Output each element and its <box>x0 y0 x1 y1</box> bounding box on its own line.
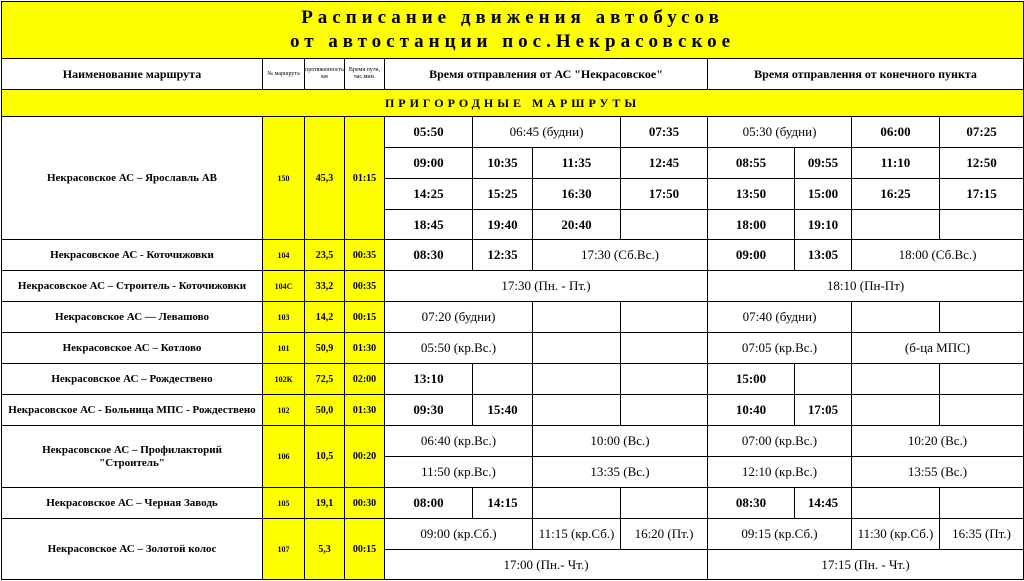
section-title: ПРИГОРОДНЫЕ МАРШРУТЫ <box>2 90 1024 117</box>
return-time: 07:40 (будни) <box>708 302 852 333</box>
route-name: Некрасовское АС – Золотой колос <box>2 519 263 580</box>
table-row <box>2 395 1024 426</box>
route-distance: 10,5 <box>305 426 345 488</box>
departure-time: 14:15 <box>473 488 533 519</box>
route-travel-time: 00:15 <box>345 302 385 333</box>
header-distance: протяженность км <box>305 59 345 90</box>
route-travel-time: 00:20 <box>345 426 385 488</box>
route-travel-time: 00:35 <box>345 240 385 271</box>
return-time: 15:00 <box>795 179 852 210</box>
table-row <box>2 302 1024 333</box>
departure-time: 17:00 (Пн.- Чт.) <box>385 550 708 580</box>
empty-cell <box>940 302 1024 333</box>
empty-cell <box>795 364 852 395</box>
departure-time: 09:00 <box>385 148 473 179</box>
table-row <box>2 426 1024 457</box>
route-travel-time: 01:30 <box>345 395 385 426</box>
departure-time: 12:45 <box>621 148 708 179</box>
route-travel-time: 01:15 <box>345 117 385 240</box>
empty-cell <box>852 364 940 395</box>
empty-cell <box>533 302 621 333</box>
route-number: 107 <box>263 519 305 580</box>
table-row <box>2 519 1024 550</box>
route-number: 103 <box>263 302 305 333</box>
route-name: Некрасовское АС – Черная Заводь <box>2 488 263 519</box>
return-time: 12:50 <box>940 148 1024 179</box>
departure-time: 16:20 (Пт.) <box>621 519 708 550</box>
empty-cell <box>940 364 1024 395</box>
return-time: 18:00 <box>708 210 795 240</box>
return-time: 18:10 (Пн-Пт) <box>708 271 1024 302</box>
header-departure-terminal: Время отправления от конечного пункта <box>708 59 1024 90</box>
return-time: (б-ца МПС) <box>852 333 1024 364</box>
route-name: Некрасовское АС — Левашово <box>2 302 263 333</box>
return-time: 11:30 (кр.Сб.) <box>852 519 940 550</box>
departure-time: 19:40 <box>473 210 533 240</box>
departure-time: 20:40 <box>533 210 621 240</box>
route-travel-time: 01:30 <box>345 333 385 364</box>
departure-time: 11:15 (кр.Сб.) <box>533 519 621 550</box>
header-route-name: Наименование маршрута <box>2 59 263 90</box>
header-departure-station: Время отправления от АС "Некрасовское" <box>385 59 708 90</box>
departure-time: 12:35 <box>473 240 533 271</box>
departure-time: 17:30 (Сб.Вс.) <box>533 240 708 271</box>
departure-time: 06:40 (кр.Вс.) <box>385 426 533 457</box>
return-time: 17:15 (Пн. - Чт.) <box>708 550 1024 580</box>
route-travel-time: 00:30 <box>345 488 385 519</box>
return-time: 09:55 <box>795 148 852 179</box>
return-time: 10:40 <box>708 395 795 426</box>
route-distance: 45,3 <box>305 117 345 240</box>
table-row <box>2 240 1024 271</box>
departure-time: 09:30 <box>385 395 473 426</box>
table-row <box>2 364 1024 395</box>
departure-time: 15:40 <box>473 395 533 426</box>
return-time: 09:00 <box>708 240 795 271</box>
route-name: Некрасовское АС – Ярославль АВ <box>2 117 263 240</box>
empty-cell <box>621 395 708 426</box>
return-time: 16:35 (Пт.) <box>940 519 1024 550</box>
route-name: Некрасовское АС - Больница МПС - Рождествено <box>2 395 263 426</box>
return-time: 19:10 <box>795 210 852 240</box>
empty-cell <box>533 488 621 519</box>
empty-cell <box>621 210 708 240</box>
empty-cell <box>852 210 940 240</box>
departure-time: 16:30 <box>533 179 621 210</box>
route-travel-time: 00:35 <box>345 271 385 302</box>
route-name: Некрасовское АС – Строитель - Коточижовки <box>2 271 263 302</box>
table-row <box>2 117 1024 148</box>
departure-time: 05:50 (кр.Вс.) <box>385 333 533 364</box>
departure-time: 08:00 <box>385 488 473 519</box>
departure-time: 17:50 <box>621 179 708 210</box>
return-time: 11:10 <box>852 148 940 179</box>
departure-time: 13:10 <box>385 364 473 395</box>
route-distance: 19,1 <box>305 488 345 519</box>
empty-cell <box>533 364 621 395</box>
route-number: 102 <box>263 395 305 426</box>
empty-cell <box>621 488 708 519</box>
empty-cell <box>852 302 940 333</box>
route-travel-time: 00:15 <box>345 519 385 580</box>
return-time: 06:00 <box>852 117 940 148</box>
departure-time: 18:45 <box>385 210 473 240</box>
header-row <box>2 59 1024 90</box>
header-travel-time: Время пути, час.мин. <box>345 59 385 90</box>
empty-cell <box>621 364 708 395</box>
empty-cell <box>940 488 1024 519</box>
schedule-table <box>1 1 1024 580</box>
route-name: Некрасовское АС – Профилакторий "Строитель" <box>2 426 263 488</box>
route-number: 104С <box>263 271 305 302</box>
empty-cell <box>852 488 940 519</box>
empty-cell <box>852 395 940 426</box>
return-time: 07:05 (кр.Вс.) <box>708 333 852 364</box>
route-name: Некрасовское АС - Коточижовки <box>2 240 263 271</box>
return-time: 17:15 <box>940 179 1024 210</box>
title-line-1: Расписание движения автобусов <box>301 7 724 28</box>
return-time: 13:50 <box>708 179 795 210</box>
departure-time: 11:50 (кр.Вс.) <box>385 457 533 488</box>
return-time: 08:30 <box>708 488 795 519</box>
departure-time: 13:35 (Вс.) <box>533 457 708 488</box>
return-time: 09:15 (кр.Сб.) <box>708 519 852 550</box>
departure-time: 06:45 (будни) <box>473 117 621 148</box>
route-number: 105 <box>263 488 305 519</box>
route-number: 101 <box>263 333 305 364</box>
departure-time: 09:00 (кр.Сб.) <box>385 519 533 550</box>
return-time: 12:10 (кр.Вс.) <box>708 457 852 488</box>
route-name: Некрасовское АС – Котлово <box>2 333 263 364</box>
empty-cell <box>621 333 708 364</box>
return-time: 13:55 (Вс.) <box>852 457 1024 488</box>
departure-time: 07:20 (будни) <box>385 302 533 333</box>
return-time: 18:00 (Сб.Вс.) <box>852 240 1024 271</box>
empty-cell <box>533 395 621 426</box>
return-time: 15:00 <box>708 364 795 395</box>
return-time: 07:25 <box>940 117 1024 148</box>
return-time: 05:30 (будни) <box>708 117 852 148</box>
return-time: 10:20 (Вс.) <box>852 426 1024 457</box>
table-row <box>2 488 1024 519</box>
route-travel-time: 02:00 <box>345 364 385 395</box>
return-time: 14:45 <box>795 488 852 519</box>
title-line-2: от автостанции пос.Некрасовское <box>289 31 736 52</box>
return-time: 13:05 <box>795 240 852 271</box>
route-number: 106 <box>263 426 305 488</box>
departure-time: 10:00 (Вс.) <box>533 426 708 457</box>
route-distance: 72,5 <box>305 364 345 395</box>
return-time: 16:25 <box>852 179 940 210</box>
route-name: Некрасовское АС – Рождествено <box>2 364 263 395</box>
departure-time: 14:25 <box>385 179 473 210</box>
route-distance: 14,2 <box>305 302 345 333</box>
empty-cell <box>621 302 708 333</box>
page-title <box>2 2 1024 59</box>
route-distance: 33,2 <box>305 271 345 302</box>
empty-cell <box>473 364 533 395</box>
departure-time: 15:25 <box>473 179 533 210</box>
route-distance: 5,3 <box>305 519 345 580</box>
route-number: 150 <box>263 117 305 240</box>
empty-cell <box>533 333 621 364</box>
table-row <box>2 271 1024 302</box>
route-number: 104 <box>263 240 305 271</box>
departure-time: 08:30 <box>385 240 473 271</box>
departure-time: 17:30 (Пн. - Пт.) <box>385 271 708 302</box>
departure-time: 10:35 <box>473 148 533 179</box>
return-time: 07:00 (кр.Вс.) <box>708 426 852 457</box>
route-distance: 23,5 <box>305 240 345 271</box>
empty-cell <box>940 210 1024 240</box>
route-number: 102К <box>263 364 305 395</box>
return-time: 08:55 <box>708 148 795 179</box>
table-row <box>2 333 1024 364</box>
route-distance: 50,9 <box>305 333 345 364</box>
empty-cell <box>940 395 1024 426</box>
return-time: 17:05 <box>795 395 852 426</box>
header-route-no: № маршрута <box>263 59 305 90</box>
departure-time: 07:35 <box>621 117 708 148</box>
departure-time: 05:50 <box>385 117 473 148</box>
route-distance: 50,0 <box>305 395 345 426</box>
departure-time: 11:35 <box>533 148 621 179</box>
